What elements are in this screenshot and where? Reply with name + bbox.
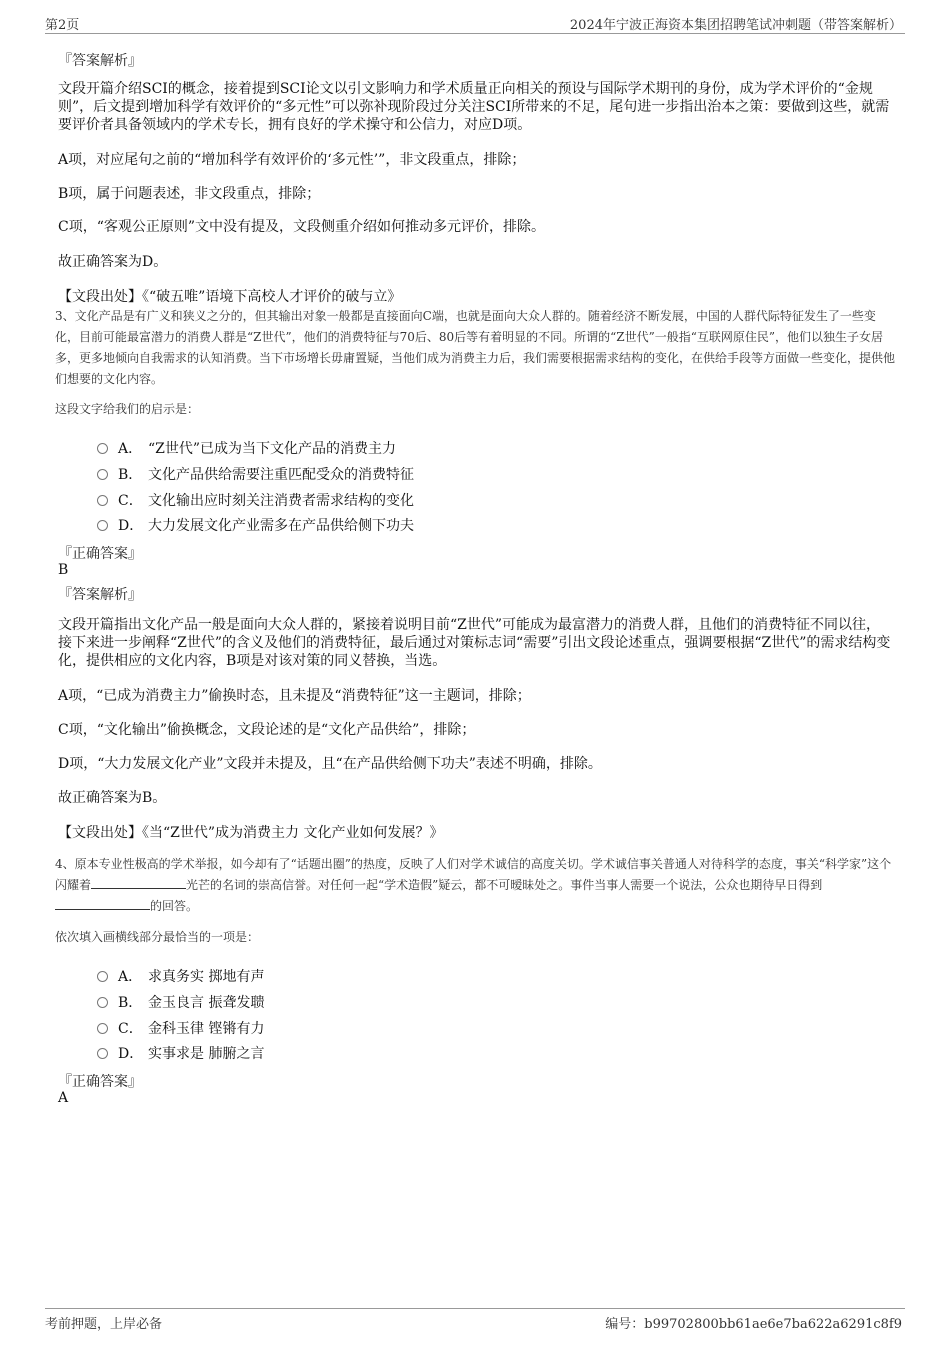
page-number: 第2页	[45, 18, 80, 33]
radio-icon[interactable]	[97, 1048, 108, 1059]
q3-line-a: A项，“已成为消费主力”偷换时态，且未提及“消费特征”这一主题词，排除；	[58, 688, 531, 704]
radio-icon[interactable]	[97, 443, 108, 454]
q4-option-a[interactable]	[97, 966, 264, 986]
option-text: 大力发展文化产业需多在产品供给侧下功夫	[148, 518, 414, 534]
option-letter: B．	[118, 467, 143, 483]
q4-option-b[interactable]	[97, 992, 264, 1012]
q3-analysis-label: 『答案解析』	[58, 587, 142, 603]
radio-icon[interactable]	[97, 997, 108, 1008]
radio-icon[interactable]	[97, 495, 108, 506]
option-text: “Z世代”已成为当下文化产品的消费主力	[148, 441, 397, 457]
q4-prompt: 依次填入画横线部分最恰当的一项是：	[55, 930, 260, 944]
q2-line-b: B项，属于问题表述，非文段重点，排除；	[58, 186, 321, 202]
q3-option-d[interactable]	[97, 515, 414, 535]
q2-source: 【文段出处】《“破五唯”语境下高校人才评价的破与立》	[58, 289, 402, 305]
option-text: 金玉良言 振聋发聩	[148, 995, 265, 1011]
option-letter: C．	[118, 493, 143, 509]
q3-line-d: D项，“大力发展文化产业”文段并未提及，且“在产品供给侧下功夫”表述不明确，排除。	[58, 756, 602, 772]
q2-analysis-label: 『答案解析』	[58, 53, 142, 69]
option-text: 金科玉律 铿锵有力	[148, 1021, 265, 1037]
radio-icon[interactable]	[97, 469, 108, 480]
q3-line-c: C项，“文化输出”偷换概念，文段论述的是“文化产品供给”，排除；	[58, 722, 476, 738]
q2-line-a: A项，对应尾句之前的“增加科学有效评价的‘多元性’”，非文段重点，排除；	[58, 152, 526, 168]
radio-icon[interactable]	[97, 520, 108, 531]
q3-option-b[interactable]	[97, 464, 414, 484]
q4-stem-part3: 的回答。	[150, 899, 199, 913]
q4-option-c[interactable]	[97, 1018, 264, 1038]
document-title: 2024年宁波正海资本集团招聘笔试冲刺题（带答案解析）	[569, 18, 902, 33]
option-letter: B．	[118, 995, 143, 1011]
q3-conclusion: 故正确答案为B。	[58, 790, 167, 806]
q4-option-d[interactable]	[97, 1043, 264, 1063]
header-divider	[45, 33, 905, 34]
option-letter: A．	[118, 969, 143, 985]
q3-prompt: 这段文字给我们的启示是：	[55, 402, 200, 416]
q2-conclusion: 故正确答案为D。	[58, 254, 168, 270]
q2-analysis-paragraph: 文段开篇介绍SCI的概念，接着提到SCI论文以引文影响力和学术质量正向相关的预设与国际学术期刊的身份，成为学术评价的“金规则”，后文提到增加科学有效评价的“多元性”可以弥补现阶段过分关注SCI所带来的不足，尾句进一步指出治本之策：要做到这些，就需要评价者具备领域内的学术专长，拥有良好的学术操守和公信力，对应D项。	[58, 81, 890, 133]
option-text: 文化输出应时刻关注消费者需求结构的变化	[148, 493, 414, 509]
blank-1	[91, 876, 186, 889]
q3-answer: B	[58, 562, 69, 578]
q3-option-c[interactable]	[97, 490, 414, 510]
q3-analysis-paragraph: 文段开篇指出文化产品一般是面向大众人群的，紧接着说明目前“Z世代”可能成为最富潜力的消费人群，且他们的消费特征不同以往，接下来进一步阐释“Z世代”的含义及他们的消费特征，最后通过对策标志词“需要”引出文段论述重点，强调要根据“Z世代”的需求结构变化，提供相应的文化内容，B项是对该对策的同义替换，当选。	[58, 617, 891, 669]
footer-divider	[45, 1308, 905, 1309]
radio-icon[interactable]	[97, 971, 108, 982]
option-text: 求真务实 掷地有声	[148, 969, 265, 985]
option-letter: D．	[118, 1046, 144, 1062]
option-text: 文化产品供给需要注重匹配受众的消费特征	[148, 467, 414, 483]
q4-answer: A	[58, 1090, 69, 1106]
radio-icon[interactable]	[97, 1023, 108, 1034]
q3-source: 【文段出处】《当“Z世代”成为消费主力 文化产业如何发展？》	[58, 825, 444, 841]
option-letter: A．	[118, 441, 143, 457]
blank-2	[55, 897, 150, 910]
option-text: 实事求是 肺腑之言	[148, 1046, 265, 1062]
q4-stem	[55, 854, 895, 917]
q3-option-a[interactable]	[97, 438, 396, 458]
footer-slogan: 考前押题，上岸必备	[45, 1317, 163, 1332]
q4-stem-part1: 4、原本专业性极高的学术举报，如今却有了“话题出圈”的热度，反映了人们对学术诚信的高度关切。学术诚信事关普通人对待科学的态度，事关“科学家”这个闪耀着	[55, 857, 892, 892]
option-letter: D．	[118, 518, 144, 534]
q3-answer-label: 『正确答案』	[58, 546, 142, 562]
q4-stem-part2: 光芒的名词的崇高信誉。对任何一起“学术造假”疑云，都不可暧昧处之。事件当事人需要一个说法，公众也期待早日得到	[186, 878, 823, 892]
q3-stem: 3、文化产品是有广义和狭义之分的，但其输出对象一般都是直接面向C端，也就是面向大众人群的。随着经济不断发展，中国的人群代际特征发生了一些变化，目前可能最富潜力的消费人群是“Z世代”，他们的消费特征与70后、80后等有着明显的不同。所谓的“Z世代”一般指“互联网原住民”，他们以独生子女居多，更多地倾向自我需求的认知消费。当下市场增长毋庸置疑，当他们成为消费主力后，我们需要根据需求结构的变化，在供给手段等方面做一些变化，提供他们想要的文化内容。	[55, 309, 896, 386]
q2-line-c: C项，“客观公正原则”文中没有提及，文段侧重介绍如何推动多元评价，排除。	[58, 219, 546, 235]
option-letter: C．	[118, 1021, 143, 1037]
footer-serial: 编号：b99702800bb61ae6e7ba622a6291c8f9	[605, 1317, 902, 1332]
q4-answer-label: 『正确答案』	[58, 1074, 142, 1090]
